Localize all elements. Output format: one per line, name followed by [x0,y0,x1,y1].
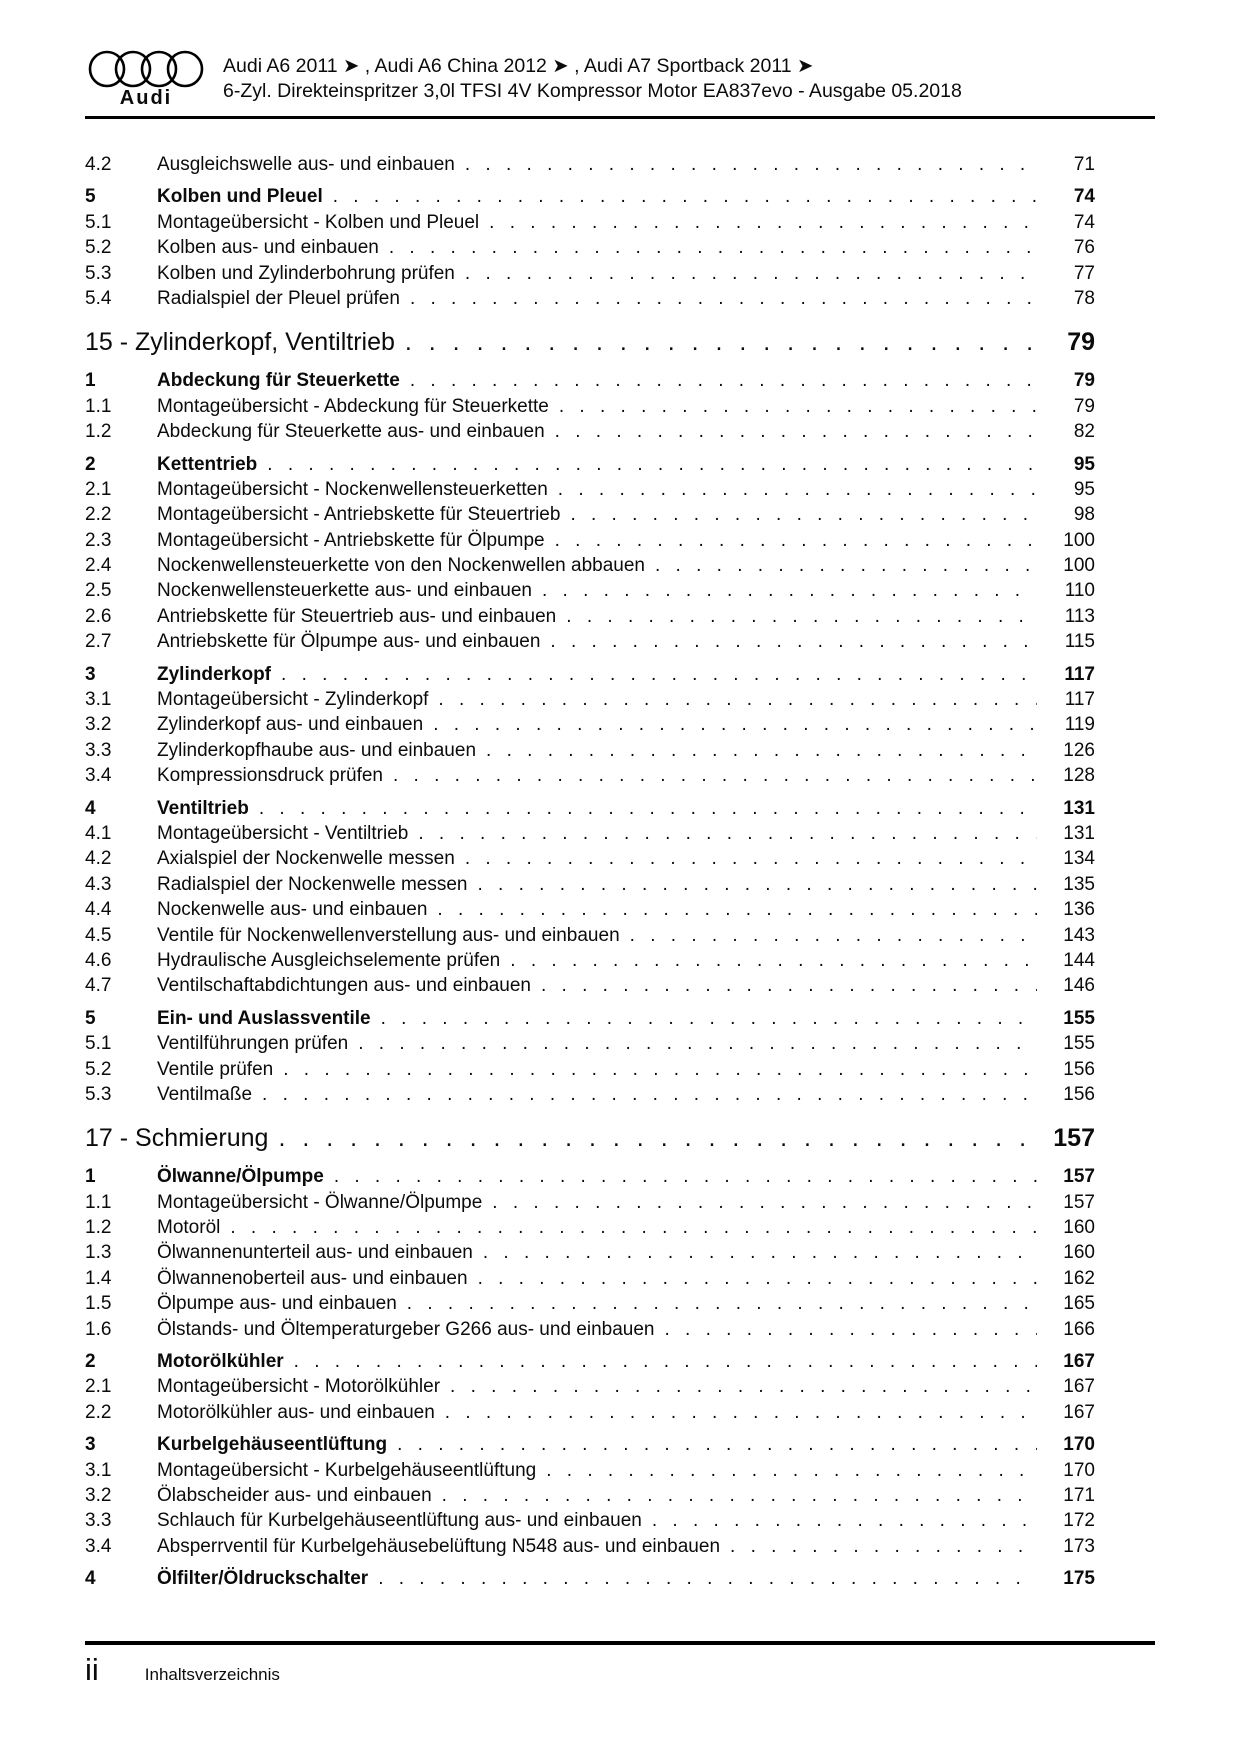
toc-entry-title: Zylinderkopf aus- und einbauen [157,714,424,736]
toc-entry-row [85,973,1095,998]
toc-entry-row [85,477,1095,502]
dot-leader [273,1057,1037,1082]
toc-entry-page: 115 [1064,631,1095,653]
dot-leader [400,286,1037,311]
toc-entry-row [85,1483,1095,1508]
dot-leader [257,452,1037,477]
toc-entry-row [85,1215,1095,1240]
toc-entry-page: 171 [1063,1484,1095,1506]
toc-entry-page: 167 [1063,1401,1095,1423]
dot-leader [468,1266,1037,1291]
dot-leader [720,1534,1037,1559]
toc-entry-row [85,796,1095,821]
toc-entry-title: Kompressionsdruck prüfen [157,765,383,787]
audi-logo [85,48,207,108]
toc-entry-number: 2.2 [85,1401,112,1423]
toc-entry-row [85,184,1095,209]
toc-entry-page: 77 [1073,262,1095,284]
toc-entry-page: 126 [1063,739,1095,761]
toc-entry-number: 2.4 [85,555,112,577]
toc-entry-row [85,1349,1095,1374]
toc-entry-row [85,923,1095,948]
toc-entry-row [85,604,1095,629]
toc-entry-row [85,662,1095,687]
toc-entry-title: 15 - Zylinderkopf, Ventiltrieb [85,328,395,357]
dot-leader [323,184,1037,209]
dot-leader [440,1374,1037,1399]
toc-entry-title: Ein- und Auslassventile [157,1007,371,1029]
toc-entry-number: 2.1 [85,1376,112,1398]
toc-entry-number: 4 [85,1568,96,1590]
toc-entry-page: 155 [1063,1007,1095,1029]
toc-entry-number: 1.1 [85,1191,112,1213]
toc-entry-page: 117 [1064,663,1095,685]
dot-leader [560,502,1037,527]
toc-entry-page: 166 [1063,1318,1095,1340]
toc-entry-page: 79 [1067,328,1095,357]
toc-entry-number: 3.1 [85,689,112,711]
toc-entry-title: Schlauch für Kurbelgehäuseentlüftung aus- und einbauen [157,1510,642,1532]
toc-entry-page: 74 [1073,211,1095,233]
toc-entry-row [85,712,1095,737]
toc-entry-page: 131 [1063,797,1095,819]
toc-entry-row [85,872,1095,897]
toc-entry-row [85,286,1095,311]
toc-entry-page: 175 [1063,1568,1095,1590]
toc-entry-page: 78 [1073,287,1095,309]
toc-entry-page: 113 [1064,605,1095,627]
dot-leader [432,1483,1037,1508]
toc-entry-page: 119 [1064,714,1095,736]
toc-entry-page: 98 [1073,504,1095,526]
toc-entry-number: 5.1 [85,1033,112,1055]
dot-leader [271,662,1037,687]
toc-entry-number: 3.4 [85,765,112,787]
toc-entry-page: 95 [1073,478,1095,500]
toc-entry-number: 4.3 [85,873,112,895]
toc-entry-title: Axialspiel der Nockenwelle messen [157,848,455,870]
toc-entry-row [85,897,1095,922]
audi-wordmark: Audi [119,87,173,109]
toc-entry-row [85,210,1095,235]
toc-entry-title: Montageübersicht - Antriebskette für Steuertrieb [157,504,561,526]
toc-entry-row [85,1508,1095,1533]
toc-entry-row [85,763,1095,788]
toc-entry-number: 1.4 [85,1267,112,1289]
toc-entry-page: 173 [1063,1535,1095,1557]
toc-entry-page: 128 [1063,765,1095,787]
toc-entry-title: Motorölkühler aus- und einbauen [157,1401,435,1423]
toc-entry-row [85,235,1095,260]
toc-entry-page: 155 [1063,1033,1095,1055]
toc-entry-number: 2 [85,1351,96,1373]
toc-entry-number: 3 [85,1434,96,1456]
toc-entry-number: 5 [85,186,96,208]
toc-entry-row [85,1240,1095,1265]
toc-entry-row [85,394,1095,419]
toc-entry-number: 3.2 [85,1484,112,1506]
toc-entry-row [85,1031,1095,1056]
dot-leader [479,210,1037,235]
toc-entry-page: 160 [1063,1242,1095,1264]
toc-entry-number: 4.2 [85,848,112,870]
dot-leader [654,1317,1037,1342]
toc-entry-row [85,1458,1095,1483]
dot-leader [383,763,1037,788]
toc-entry-number: 2.3 [85,529,112,551]
dot-leader [428,687,1037,712]
toc-entry-number: 2.6 [85,605,112,627]
toc-entry-page: 172 [1063,1510,1095,1532]
toc-entry-title: Montageübersicht - Ventiltrieb [157,822,409,844]
toc-entry-row [85,738,1095,763]
toc-entry-page: 135 [1063,873,1095,895]
dot-leader [540,629,1037,654]
toc-entry-title: Zylinderkopf [157,663,272,685]
toc-entry-number: 1.6 [85,1318,112,1340]
footer-section-label: Inhaltsverzeichnis [144,1665,280,1684]
toc-entry-page: 167 [1063,1351,1095,1373]
toc-entry-number: 5.3 [85,1083,112,1105]
toc-entry-row [85,368,1095,393]
dot-leader [348,1031,1037,1056]
toc-entry-row [85,578,1095,603]
toc-entry-title: Ölwanne/Ölpumpe [157,1166,324,1188]
dot-leader [536,1458,1037,1483]
toc-entry-title: Ölwannenunterteil aus- und einbauen [157,1242,473,1264]
toc-entry-row [85,821,1095,846]
toc-entry-row [85,261,1095,286]
toc-entry-number: 5.1 [85,211,112,233]
toc-entry-title: Ölwannenoberteil aus- und einbauen [157,1267,468,1289]
dot-leader [252,1082,1037,1107]
toc-entry-title: Motoröl [157,1217,221,1239]
dot-leader [620,923,1037,948]
toc-entry-row [85,419,1095,444]
dot-leader [423,712,1037,737]
toc-entry-number: 1 [85,370,96,392]
dot-leader [532,578,1037,603]
dot-leader [368,1566,1037,1591]
toc-entry-row [85,1082,1095,1107]
toc-entry-number: 1.2 [85,421,112,443]
toc-entry-row [85,1006,1095,1031]
toc-entry-title: Montageübersicht - Ölwanne/Ölpumpe [157,1191,483,1213]
dot-leader [400,368,1037,393]
toc-chapter-row [85,1121,1095,1157]
toc-entry-title: Ventilführungen prüfen [157,1033,349,1055]
toc-entry-title: Ausgleichswelle aus- und einbauen [157,154,455,175]
dot-leader [468,872,1038,897]
dot-leader [500,948,1037,973]
toc-entry-page: 110 [1064,580,1095,602]
dot-leader [324,1164,1037,1189]
page-footer [85,1641,1155,1687]
toc-entry-page: 143 [1063,924,1095,946]
toc-entry-number: 5.2 [85,237,112,259]
toc-entry-row [85,1534,1095,1559]
toc-entry-page: 144 [1063,949,1095,971]
footer-page-number: ii [85,1652,99,1687]
toc-entry-title: Ölpumpe aus- und einbauen [157,1293,397,1315]
toc-entry-title: Motorölkühler [157,1351,284,1373]
toc-entry-page: 79 [1073,395,1095,417]
toc-entry-title: Ventile für Nockenwellenverstellung aus- und einbauen [157,924,620,946]
toc-entry-row [85,1374,1095,1399]
toc-entry-number: 2.7 [85,631,112,653]
toc-entry-row [85,553,1095,578]
toc-entry-number: 4.2 [85,154,112,175]
toc-entry-number: 1 [85,1166,96,1188]
toc-entry-title: Antriebskette für Ölpumpe aus- und einbauen [157,631,541,653]
toc-entry-page: 146 [1063,975,1095,997]
toc-entry-title: Kettentrieb [157,453,258,475]
toc-entry-number: 3.3 [85,739,112,761]
toc-entry-number: 1.2 [85,1217,112,1239]
dot-leader [545,528,1037,553]
toc-entry-page: 167 [1063,1376,1095,1398]
toc-entry-page: 157 [1063,1166,1095,1188]
dot-leader [556,604,1037,629]
toc-entry-number: 5.2 [85,1058,112,1080]
dot-leader [395,325,1037,359]
toc-entry-title: Hydraulische Ausgleichselemente prüfen [157,949,501,971]
toc-entry-number: 5.4 [85,287,112,309]
toc-entry-title: Ventilmaße [157,1083,253,1105]
header-models-line: Audi A6 2011 ➤ , Audi A6 China 2012 ➤ , Audi A7 Sportback 2011 ➤ [223,55,814,77]
toc-entry-number: 2.2 [85,504,112,526]
toc-entry-row [85,1566,1095,1591]
dot-leader [284,1349,1037,1374]
dot-leader [549,394,1037,419]
toc-entry-title: Abdeckung für Steuerkette [157,370,400,392]
toc-entry-number: 4.7 [85,975,112,997]
dot-leader [371,1006,1037,1031]
dot-leader [397,1291,1037,1316]
toc-entry-number: 1.1 [85,395,112,417]
toc-entry-page: 134 [1063,848,1095,870]
toc-entry-title: Abdeckung für Steuerkette aus- und einbauen [157,421,545,443]
toc-entry-page: 79 [1073,370,1095,392]
dot-leader [249,796,1037,821]
toc-entry-number: 3.4 [85,1535,112,1557]
toc-entry-number: 1.3 [85,1242,112,1264]
toc-entry-page: 157 [1053,1124,1095,1153]
toc-entry-title: Kurbelgehäuseentlüftung [157,1434,388,1456]
header-engine-line: 6-Zyl. Direkteinspritzer 3,0l TFSI 4V Kompressor Motor EA837evo - Ausgabe 05.2018 [223,80,962,102]
toc-entry-title: Montageübersicht - Zylinderkopf [157,689,429,711]
dot-leader [642,1508,1037,1533]
toc-entry-title: Antriebskette für Steuertrieb aus- und einbauen [157,605,557,627]
toc-entry-number: 1.5 [85,1293,112,1315]
toc-entry-page: 82 [1073,421,1095,443]
toc-entry-number: 4.5 [85,924,112,946]
toc-entry-page: 100 [1063,529,1095,551]
toc-entry-number: 5.3 [85,262,112,284]
toc-entry-number: 4.1 [85,822,112,844]
dot-leader [548,477,1037,502]
dot-leader [427,897,1037,922]
dot-leader [473,1240,1037,1265]
toc-entry-row [85,687,1095,712]
toc-entry-page: 117 [1064,689,1095,711]
toc-entry-number: 3.3 [85,1510,112,1532]
toc-entry-page: 156 [1063,1058,1095,1080]
toc-entry-title: Ölfilter/Öldruckschalter [157,1568,369,1590]
toc-entry-row [85,152,1095,177]
dot-leader [645,553,1037,578]
toc-entry-title: Montageübersicht - Kurbelgehäuseentlüftung [157,1459,537,1481]
toc-entry-title: Zylinderkopfhaube aus- und einbauen [157,739,477,761]
toc-entry-title: Montageübersicht - Nockenwellensteuerketten [157,478,548,500]
toc-entry-number: 2.1 [85,478,112,500]
toc-entry-row [85,1164,1095,1189]
toc-entry-number: 2.5 [85,580,112,602]
dot-leader [455,846,1037,871]
toc-entry-title: Ventiltrieb [157,797,249,819]
toc-entry-number: 4.4 [85,899,112,921]
dot-leader [408,821,1037,846]
toc-entry-row [85,948,1095,973]
dot-leader [476,738,1037,763]
dot-leader [220,1215,1037,1240]
toc-entry-number: 4.6 [85,949,112,971]
dot-leader [482,1190,1037,1215]
toc-entry-page: 162 [1063,1267,1095,1289]
dot-leader [387,1432,1037,1457]
toc-entry-row [85,1190,1095,1215]
toc-entry-title: Ventile prüfen [157,1058,274,1080]
dot-leader [455,261,1037,286]
toc-entry-title: Absperrventil für Kurbelgehäusebelüftung N548 aus- und einbauen [157,1535,721,1557]
toc-entry-number: 2 [85,453,96,475]
toc-entry-page: 170 [1063,1434,1095,1456]
toc-entry-page: 131 [1063,822,1095,844]
toc-entry-page: 76 [1073,237,1095,259]
toc-entry-page: 157 [1063,1191,1095,1213]
header-text [223,48,962,104]
toc-entry-row [85,1057,1095,1082]
toc-entry-row [85,629,1095,654]
toc-entry-number: 3.2 [85,714,112,736]
toc-entry-row [85,1266,1095,1291]
toc-entry-row [85,1317,1095,1342]
toc-entry-number: 3.1 [85,1459,112,1481]
toc-entry-page: 100 [1063,555,1095,577]
toc-chapter-row [85,325,1095,361]
toc-entry-title: Nockenwelle aus- und einbauen [157,899,428,921]
audi-rings-icon [85,48,207,90]
toc-entry-row [85,1291,1095,1316]
toc-entry-row [85,452,1095,477]
toc-entry-number: 4 [85,797,96,819]
toc-entry-page: 136 [1063,899,1095,921]
toc-entry-row [85,1432,1095,1457]
toc-entry-title: 17 - Schmierung [85,1124,269,1153]
toc-entry-row [85,846,1095,871]
toc-entry-title: Radialspiel der Nockenwelle messen [157,873,468,895]
toc-entry-page: 95 [1073,453,1095,475]
toc-entry-row [85,528,1095,553]
toc-entry-page: 74 [1073,186,1095,208]
toc-entry-title: Nockenwellensteuerkette von den Nockenwellen abbauen [157,555,645,577]
toc-entry-title: Montageübersicht - Abdeckung für Steuerkette [157,395,549,417]
dot-leader [268,1121,1037,1155]
toc [85,152,1155,1592]
dot-leader [379,235,1037,260]
dot-leader [531,973,1037,998]
toc-entry-page: 165 [1063,1293,1095,1315]
toc-entry-title: Ventilschaftabdichtungen aus- und einbauen [157,975,531,997]
toc-entry-title: Montageübersicht - Kolben und Pleuel [157,211,480,233]
toc-entry-title: Montageübersicht - Motorölkühler [157,1376,441,1398]
toc-entry-title: Kolben aus- und einbauen [157,237,379,259]
toc-entry-title: Ölabscheider aus- und einbauen [157,1484,432,1506]
toc-entry-row [85,1400,1095,1425]
toc-entry-title: Kolben und Pleuel [157,186,323,208]
toc-entry-page: 71 [1073,154,1095,175]
toc-entry-title: Montageübersicht - Antriebskette für Ölpumpe [157,529,545,551]
toc-entry-page: 156 [1063,1083,1095,1105]
dot-leader [455,152,1037,177]
dot-leader [545,419,1037,444]
toc-entry-title: Nockenwellensteuerkette aus- und einbauen [157,580,532,602]
toc-entry-number: 3 [85,663,96,685]
page-header [85,48,1155,119]
toc-entry-page: 170 [1063,1459,1095,1481]
toc-entry-title: Ölstands- und Öltemperaturgeber G266 aus- und einbauen [157,1318,655,1340]
toc-entry-row [85,502,1095,527]
toc-entry-page: 160 [1063,1217,1095,1239]
dot-leader [435,1400,1037,1425]
toc-entry-title: Radialspiel der Pleuel prüfen [157,287,400,309]
toc-entry-number: 5 [85,1007,96,1029]
toc-entry-title: Kolben und Zylinderbohrung prüfen [157,262,455,284]
